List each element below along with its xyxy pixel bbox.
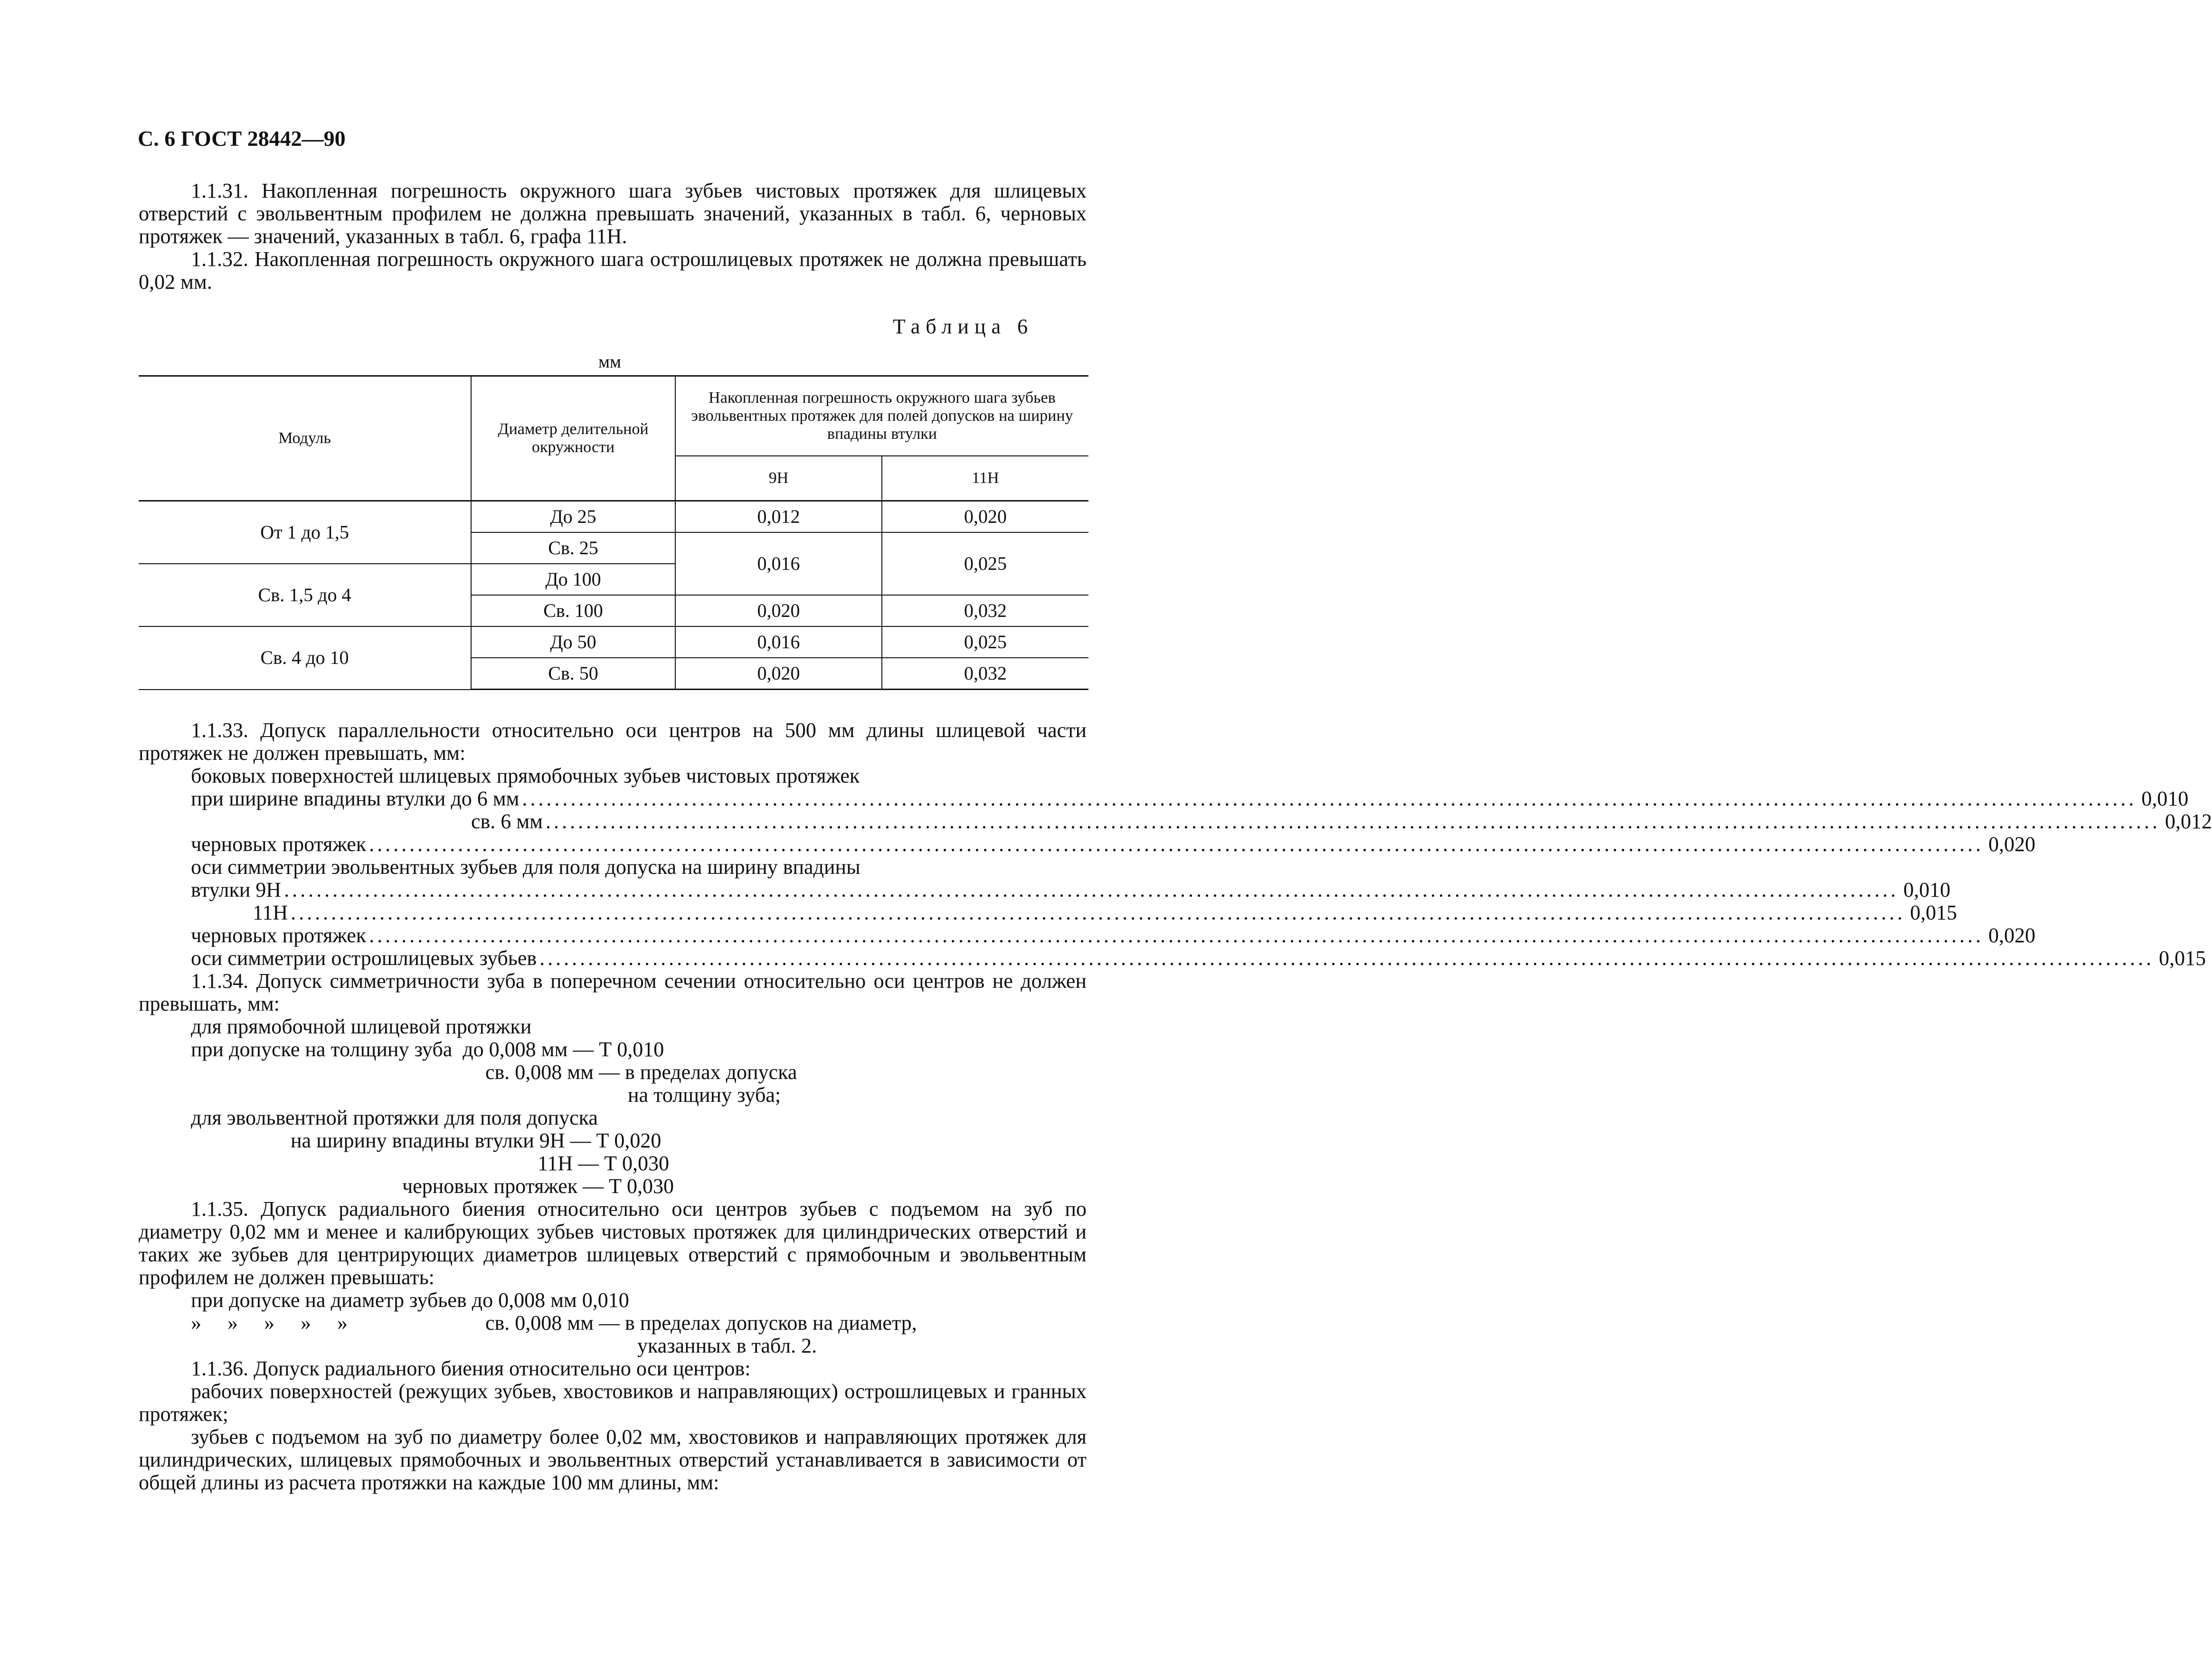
paragraph-1-1-35: 1.1.35. Допуск радиального биения относительно оси центров зубьев с подъемом на зуб по диаметру 0,02 мм и менее и калибрующих зубьев чистовых протяжек для цилиндрических отверстий и таких же зубьев для центрирующих диаметров шлицевых отверстий с прямобочным и эвольвентным профилем не должен превышать: xyxy=(139,1197,1087,1289)
value-11h-cell: 0,025 xyxy=(882,532,1088,595)
row-value: 0,012 xyxy=(2165,810,2212,833)
value-9h-cell: 0,012 xyxy=(675,501,882,533)
text-line: для прямобочной шлицевой протяжки xyxy=(191,1015,532,1038)
value-9h-cell: 0,016 xyxy=(675,626,882,658)
side-surfaces-title: боковых поверхностей шлицевых прямобочных зубьев чистовых протяжек xyxy=(191,764,860,787)
table-6 xyxy=(139,375,1088,690)
leader-dots: ........................................................................................................................................................................................................ xyxy=(291,901,1906,924)
list-item xyxy=(139,878,1951,901)
table-row xyxy=(139,501,1088,533)
symmetry-title: оси симметрии эвольвентных зубьев для поля допуска на ширину впадины xyxy=(191,855,860,879)
row-value: 0,010 xyxy=(2141,787,2189,810)
intro-paragraphs xyxy=(139,180,1087,293)
text-line: на ширину впадины втулки 9Н — Т 0,020 xyxy=(291,1129,662,1152)
module-cell: Св. 1,5 до 4 xyxy=(139,564,471,626)
diameter-cell: До 100 xyxy=(471,564,675,595)
row-label: при ширине впадины втулки до 6 мм xyxy=(191,787,520,810)
paragraph-1-1-34: 1.1.34. Допуск симметричности зуба в поперечном сечении относительно оси центров не должен превышать, мм: xyxy=(139,969,1087,1015)
row-value: 0,015 xyxy=(1910,901,1957,924)
text-line: черновых протяжек — Т 0,030 xyxy=(402,1174,674,1198)
text-line-group xyxy=(139,1312,1087,1335)
text-line: при допуске на диаметр зубьев до 0,008 мм 0,010 xyxy=(191,1288,629,1312)
value-11h-cell: 0,020 xyxy=(882,501,1088,533)
leader-dots: ........................................................................................................................................................................................................ xyxy=(369,833,1984,856)
list-item xyxy=(139,787,2189,810)
module-cell: Св. 4 до 10 xyxy=(139,626,471,690)
value-11h-cell: 0,025 xyxy=(882,626,1088,658)
paragraph-1-1-36-p2: зубьев с подъемом на зуб по диаметру более 0,02 мм, хвостовиков и направляющих протяжек для цилиндрических, шлицевых прямобочных и эвольвентных отверстий устанавливается в зависимости от общей длины из расчета протяжки на каждые 100 мм длины, мм: xyxy=(139,1425,1087,1494)
header-error-group: Накопленная погрешность окружного шага зубьев эвольвентных протяжек для полей допусков на ширину впадины втулки xyxy=(675,376,1088,456)
leader-dots: ........................................................................................................................................................................................................ xyxy=(539,947,2155,970)
text-line: указанных в табл. 2. xyxy=(637,1334,817,1357)
list-item xyxy=(139,810,2212,833)
row-label: втулки 9Н xyxy=(191,878,282,901)
module-cell: От 1 до 1,5 xyxy=(139,501,471,564)
page-header: С. 6 ГОСТ 28442—90 xyxy=(138,126,346,151)
list-item xyxy=(139,833,2036,856)
row-label: оси симметрии острошлицевых зубьев xyxy=(191,947,537,970)
leader-dots: ........................................................................................................................................................................................................ xyxy=(546,810,2160,833)
header-module: Модуль xyxy=(139,376,471,501)
diameter-cell: Св. 50 xyxy=(471,658,675,690)
header-11h: 11Н xyxy=(882,456,1088,501)
text-line: для эвольвентной протяжки для поля допуска xyxy=(191,1106,598,1129)
header-diameter: Диаметр делительной окружности xyxy=(471,376,675,501)
ditto-marks: » » » » » xyxy=(191,1311,348,1335)
row-label: св. 6 мм xyxy=(471,810,543,833)
diameter-cell: До 25 xyxy=(471,501,675,533)
paragraph-1-1-36: 1.1.36. Допуск радиального биения относительно оси центров: xyxy=(191,1357,751,1380)
text-line: св. 0,008 мм — в пределах допусков на диаметр, xyxy=(485,1311,917,1335)
text-line: 11Н — Т 0,030 xyxy=(538,1152,670,1175)
row-value: 0,020 xyxy=(1988,833,2036,856)
row-value: 0,015 xyxy=(2159,947,2206,970)
diameter-cell: Св. 100 xyxy=(471,595,675,626)
table-row xyxy=(139,626,1088,658)
paragraph-1-1-33: 1.1.33. Допуск параллельности относительно оси центров на 500 мм длины шлицевой части протяжек не должен превышать, мм: xyxy=(139,719,1087,765)
value-9h-cell: 0,020 xyxy=(675,595,882,626)
list-item xyxy=(139,924,2036,947)
row-label: 11Н xyxy=(253,901,288,924)
leader-dots: ........................................................................................................................................................................................................ xyxy=(369,924,1984,947)
row-value: 0,010 xyxy=(1903,878,1951,901)
text-line: св. 0,008 мм — в пределах допуска xyxy=(485,1060,797,1084)
row-label: черновых протяжек xyxy=(191,924,367,947)
leader-dots: ........................................................................................................................................................................................................ xyxy=(284,878,1899,901)
value-9h-cell: 0,020 xyxy=(675,658,882,690)
leader-dots: ........................................................................................................................................................................................................ xyxy=(522,787,2137,810)
value-11h-cell: 0,032 xyxy=(882,595,1088,626)
diameter-cell: Св. 25 xyxy=(471,532,675,564)
value-11h-cell: 0,032 xyxy=(882,658,1088,690)
header-9h: 9Н xyxy=(675,456,882,501)
row-value: 0,020 xyxy=(1988,924,2036,947)
table-units: мм xyxy=(598,352,622,372)
row-label: черновых протяжек xyxy=(191,833,367,856)
paragraph-1-1-36-p1: рабочих поверхностей (режущих зубьев, хвостовиков и направляющих) острошлицевых и гранных протяжек; xyxy=(139,1380,1087,1426)
text-line: на толщину зуба; xyxy=(628,1083,781,1107)
paragraph-1-1-32: 1.1.32. Накопленная погрешность окружного шага острошлицевых протяжек не должна превышать 0,02 мм. xyxy=(139,247,1087,293)
value-9h-cell: 0,016 xyxy=(675,532,882,595)
list-item xyxy=(139,901,1957,924)
list-item xyxy=(139,947,2206,970)
body-paragraphs xyxy=(139,719,2212,1494)
diameter-cell: До 50 xyxy=(471,626,675,658)
paragraph-1-1-31: 1.1.31. Накопленная погрешность окружного шага зубьев чистовых протяжек для шлицевых отверстий с эвольвентным профилем не должна превышать значений, указанных в табл. 6, черновых протяжек — значений, указанных в табл. 6, графа 11Н. xyxy=(139,179,1087,248)
text-line: при допуске на толщину зуба до 0,008 мм — Т 0,010 xyxy=(191,1038,664,1061)
table-caption: Таблица 6 xyxy=(893,315,1034,338)
